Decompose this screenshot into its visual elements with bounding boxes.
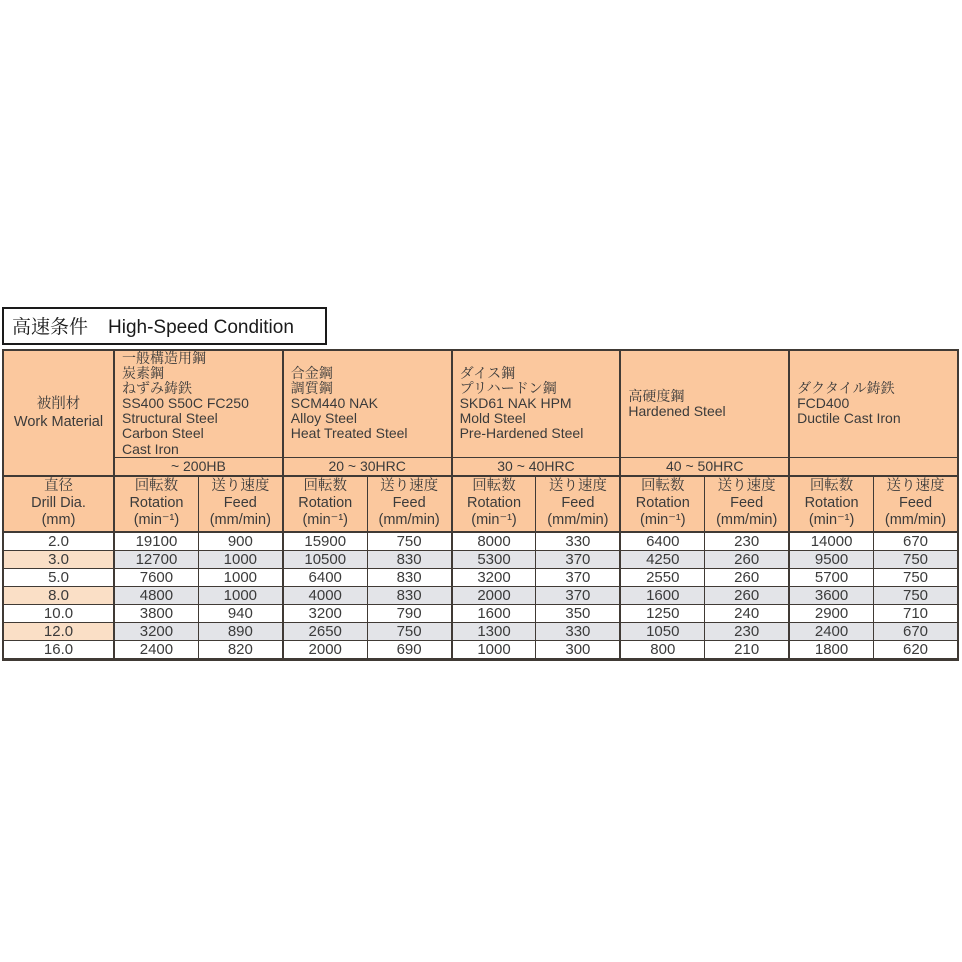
value-cell: 2900 [789, 604, 873, 622]
value-cell: 1050 [620, 622, 704, 640]
title-ja: 高速条件 [12, 317, 89, 338]
material-line: SS400 S50C FC250 [122, 395, 249, 412]
value-cell: 370 [536, 568, 620, 586]
feed-header-cell [874, 476, 958, 532]
value-cell: 620 [874, 640, 958, 659]
rotation-header-ja: 回転数 [303, 478, 347, 495]
material-line: Hardened Steel [628, 402, 726, 419]
feed-header-ja: 送り速度 [380, 478, 439, 495]
value-cell: 370 [536, 550, 620, 568]
work-material-en: Work Material [13, 413, 104, 430]
value-cell: 1000 [198, 568, 282, 586]
value-cell: 3200 [283, 604, 367, 622]
material-line: 調質鋼 [290, 380, 333, 397]
value-cell: 210 [705, 640, 789, 659]
value-cell: 3200 [452, 568, 536, 586]
rotation-header-cell [620, 476, 704, 532]
value-cell: 260 [705, 586, 789, 604]
value-cell: 260 [705, 568, 789, 586]
value-cell: 2000 [452, 586, 536, 604]
value-cell: 2400 [789, 622, 873, 640]
feed-header-unit: (mm/min) [716, 512, 778, 529]
value-cell: 1250 [620, 604, 704, 622]
feed-header-en: Feed [223, 495, 257, 512]
value-cell: 240 [705, 604, 789, 622]
value-cell: 940 [198, 604, 282, 622]
value-cell: 2550 [620, 568, 704, 586]
material-group-cell [114, 350, 283, 457]
value-cell: 710 [874, 604, 958, 622]
material-group-cell [452, 350, 621, 457]
feed-header-ja: 送り速度 [717, 478, 776, 495]
drill-dia-header-cell [3, 476, 114, 532]
rotation-header-en: Rotation [467, 495, 522, 512]
value-cell: 1000 [452, 640, 536, 659]
data-row [3, 622, 958, 640]
rotation-header-unit: (min⁻¹) [133, 512, 180, 529]
material-line: Heat Treated Steel [290, 425, 408, 442]
hardness-cell [789, 457, 958, 476]
material-line: 合金鋼 [290, 365, 333, 382]
material-line: Alloy Steel [290, 410, 357, 427]
value-cell: 370 [536, 586, 620, 604]
value-cell: 790 [367, 604, 451, 622]
hardness-cell: 40 ~ 50HRC [620, 457, 789, 476]
value-cell: 350 [536, 604, 620, 622]
value-cell: 19100 [114, 532, 198, 551]
value-cell: 890 [198, 622, 282, 640]
material-line: 高硬度鋼 [628, 387, 685, 404]
material-line: ダイス鋼 [459, 365, 516, 382]
material-line: SKD61 NAK HPM [459, 395, 572, 412]
hardness-cell: 20 ~ 30HRC [283, 457, 452, 476]
rotation-header-ja: 回転数 [641, 478, 685, 495]
feed-header-ja: 送り速度 [548, 478, 607, 495]
value-cell: 15900 [283, 532, 367, 551]
value-cell: 3800 [114, 604, 198, 622]
drill-dia-header-en: Drill Dia. [31, 495, 86, 512]
material-line: 一般構造用鋼 [122, 350, 206, 366]
feed-header-en: Feed [898, 495, 933, 512]
rotation-header-en: Rotation [129, 495, 184, 512]
value-cell: 9500 [789, 550, 873, 568]
value-cell: 10500 [283, 550, 367, 568]
material-group-cell [620, 350, 789, 457]
title-box [2, 307, 327, 345]
drill-dia-cell: 12.0 [3, 622, 114, 640]
data-row [3, 532, 958, 551]
value-cell: 230 [705, 622, 789, 640]
rotation-header-en: Rotation [635, 495, 690, 512]
value-cell: 830 [367, 586, 451, 604]
drill-dia-cell: 8.0 [3, 586, 114, 604]
material-line: Pre-Hardened Steel [459, 425, 584, 442]
value-cell: 300 [536, 640, 620, 659]
feed-header-unit: (mm/min) [209, 512, 271, 529]
rotation-header-unit: (min⁻¹) [302, 512, 348, 529]
rotation-header-unit: (min⁻¹) [808, 512, 855, 529]
value-cell: 830 [367, 568, 451, 586]
value-cell: 2000 [283, 640, 367, 659]
rotation-header-ja: 回転数 [472, 478, 516, 495]
value-cell: 330 [536, 532, 620, 551]
rotation-header-ja: 回転数 [134, 478, 179, 495]
data-row [3, 586, 958, 604]
hardness-cell: ~ 200HB [114, 457, 283, 476]
drill-dia-cell: 5.0 [3, 568, 114, 586]
drill-dia-cell: 16.0 [3, 640, 114, 659]
value-cell: 4800 [114, 586, 198, 604]
value-cell: 330 [536, 622, 620, 640]
data-row [3, 640, 958, 659]
material-group-cell [789, 350, 958, 457]
feed-header-en: Feed [730, 495, 764, 512]
feed-header-ja: 送り速度 [886, 478, 945, 495]
material-line: Cast Iron [122, 440, 179, 457]
data-row [3, 550, 958, 568]
hardness-cell: 30 ~ 40HRC [452, 457, 621, 476]
value-cell: 820 [198, 640, 282, 659]
material-line: FCD400 [797, 395, 850, 412]
material-line: Carbon Steel [122, 425, 204, 442]
drill-dia-cell: 10.0 [3, 604, 114, 622]
value-cell: 1300 [452, 622, 536, 640]
value-cell: 750 [874, 550, 958, 568]
rotation-header-cell [114, 476, 198, 532]
value-cell: 12700 [114, 550, 198, 568]
rotation-header-unit: (min⁻¹) [471, 512, 517, 529]
value-cell: 830 [367, 550, 451, 568]
data-row [3, 568, 958, 586]
feed-header-cell [705, 476, 789, 532]
value-cell: 1000 [198, 586, 282, 604]
value-cell: 4250 [620, 550, 704, 568]
value-cell: 14000 [789, 532, 873, 551]
material-line: ねずみ鋳鉄 [122, 380, 192, 397]
value-cell: 2650 [283, 622, 367, 640]
value-cell: 5700 [789, 568, 873, 586]
value-cell: 230 [705, 532, 789, 551]
value-cell: 3200 [114, 622, 198, 640]
drill-dia-header-ja: 直径 [44, 478, 73, 495]
value-cell: 670 [874, 622, 958, 640]
value-cell: 690 [367, 640, 451, 659]
value-cell: 8000 [452, 532, 536, 551]
value-cell: 2400 [114, 640, 198, 659]
material-header-row [3, 350, 958, 457]
value-cell: 750 [367, 622, 451, 640]
value-cell: 7600 [114, 568, 198, 586]
value-cell: 6400 [620, 532, 704, 551]
value-cell: 750 [874, 586, 958, 604]
feed-header-cell [198, 476, 282, 532]
rotation-header-unit: (min⁻¹) [640, 512, 686, 529]
value-cell: 4000 [283, 586, 367, 604]
drill-dia-cell: 2.0 [3, 532, 114, 551]
feed-header-en: Feed [561, 495, 595, 512]
value-cell: 1000 [198, 550, 282, 568]
value-cell: 1600 [620, 586, 704, 604]
feed-header-unit: (mm/min) [547, 512, 609, 529]
feed-header-ja: 送り速度 [211, 478, 270, 495]
material-line: 炭素鋼 [122, 365, 164, 382]
value-cell: 260 [705, 550, 789, 568]
value-cell: 1600 [452, 604, 536, 622]
material-line: Structural Steel [122, 410, 218, 427]
rotation-header-cell [452, 476, 536, 532]
value-cell: 670 [874, 532, 958, 551]
value-cell: 750 [874, 568, 958, 586]
work-material-ja: 被削材 [36, 395, 81, 412]
material-line: Mold Steel [459, 410, 526, 427]
rotation-header-en: Rotation [804, 495, 859, 512]
high-speed-condition-table [2, 349, 959, 661]
title-en: High-Speed Condition [108, 317, 294, 338]
subheader-row [3, 476, 958, 532]
feed-header-unit: (mm/min) [378, 512, 440, 529]
material-line: Ductile Cast Iron [797, 410, 901, 427]
feed-header-unit: (mm/min) [884, 512, 947, 529]
rotation-header-en: Rotation [298, 495, 353, 512]
material-line: ダクタイル鋳鉄 [797, 380, 895, 397]
data-row [3, 604, 958, 622]
material-line: プリハードン鋼 [459, 380, 557, 397]
value-cell: 900 [198, 532, 282, 551]
drill-dia-header-unit: (mm) [41, 512, 76, 529]
feed-header-cell [536, 476, 620, 532]
value-cell: 3600 [789, 586, 873, 604]
value-cell: 6400 [283, 568, 367, 586]
rotation-header-cell [789, 476, 873, 532]
value-cell: 750 [367, 532, 451, 551]
drill-dia-cell: 3.0 [3, 550, 114, 568]
hardness-row [3, 457, 958, 476]
value-cell: 5300 [452, 550, 536, 568]
feed-header-cell [367, 476, 451, 532]
material-line: SCM440 NAK [290, 395, 378, 412]
value-cell: 800 [620, 640, 704, 659]
material-group-cell [283, 350, 452, 457]
rotation-header-ja: 回転数 [809, 478, 854, 495]
work-material-cell [3, 350, 114, 476]
feed-header-en: Feed [392, 495, 426, 512]
rotation-header-cell [283, 476, 367, 532]
value-cell: 1800 [789, 640, 873, 659]
